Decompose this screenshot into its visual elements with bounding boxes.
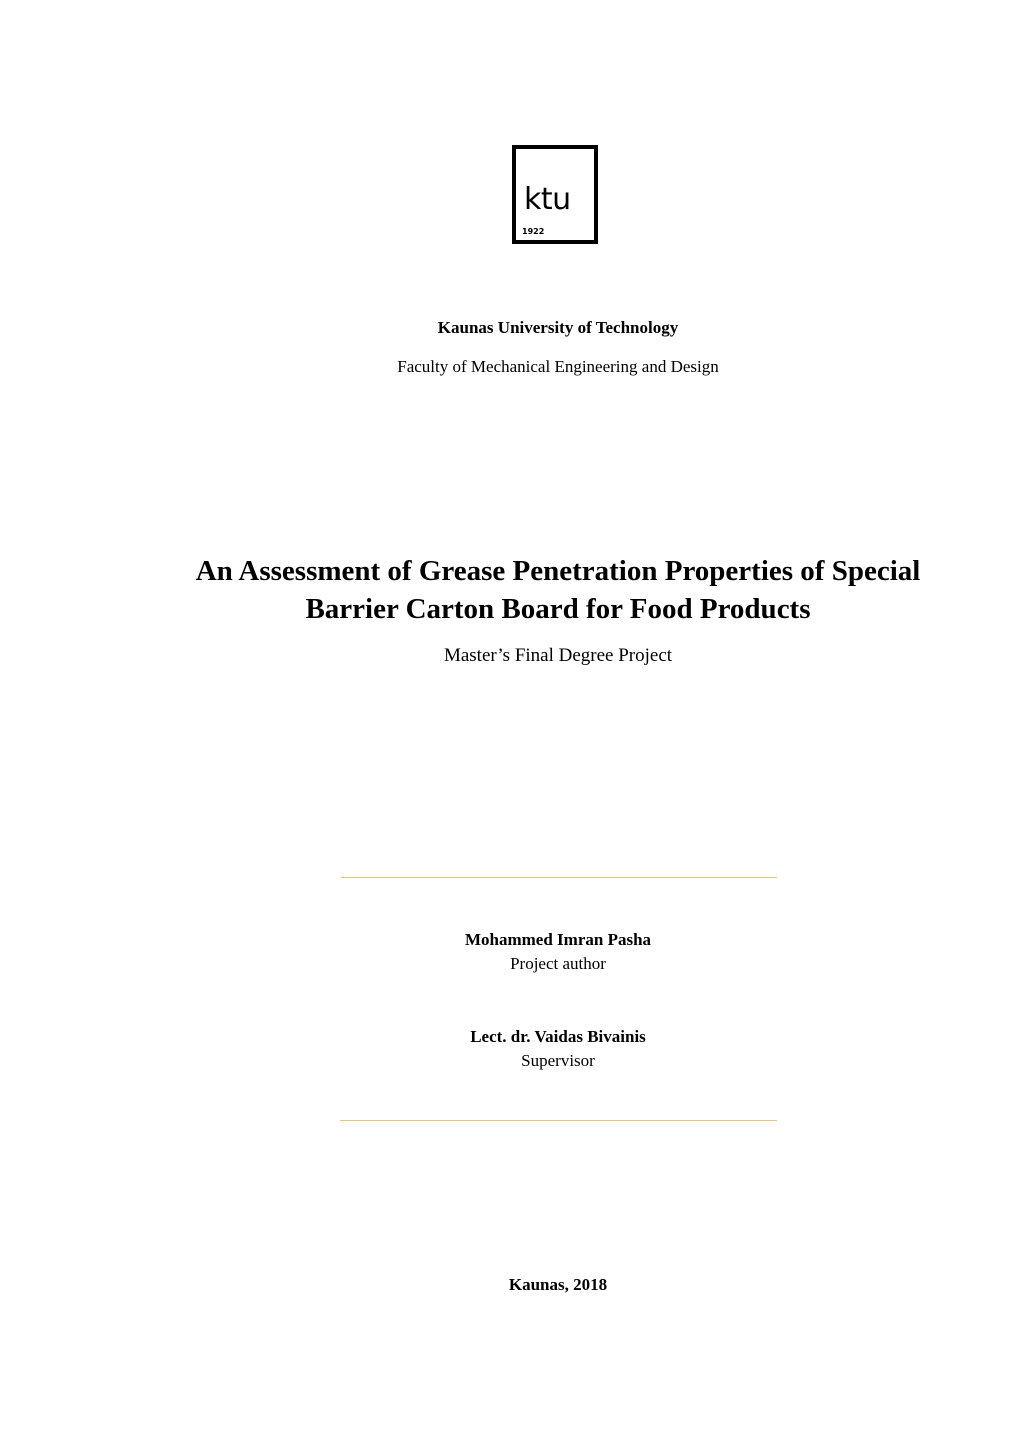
university-name: Kaunas University of Technology bbox=[437, 318, 679, 337]
logo-year: 1922 bbox=[522, 227, 545, 236]
divider-bottom bbox=[340, 1120, 777, 1121]
thesis-title bbox=[158, 552, 958, 628]
faculty-name: Faculty of Mechanical Engineering and Design bbox=[397, 357, 719, 376]
logo-wordmark: ktu bbox=[524, 182, 571, 217]
divider-top bbox=[341, 877, 777, 878]
supervisor-name: Lect. dr. Vaidas Bivainis bbox=[470, 1027, 646, 1046]
place-and-date: Kaunas, 2018 bbox=[508, 1275, 608, 1294]
thesis-title-line-1: An Assessment of Grease Penetration Properties of Special bbox=[195, 555, 921, 587]
author-name: Mohammed Imran Pasha bbox=[464, 930, 652, 949]
ktu-logo bbox=[512, 145, 598, 244]
thesis-title-line-2: Barrier Carton Board for Food Products bbox=[305, 593, 811, 625]
supervisor-role: Supervisor bbox=[521, 1051, 595, 1070]
thesis-subtitle: Master’s Final Degree Project bbox=[443, 645, 673, 666]
author-role: Project author bbox=[510, 954, 606, 973]
